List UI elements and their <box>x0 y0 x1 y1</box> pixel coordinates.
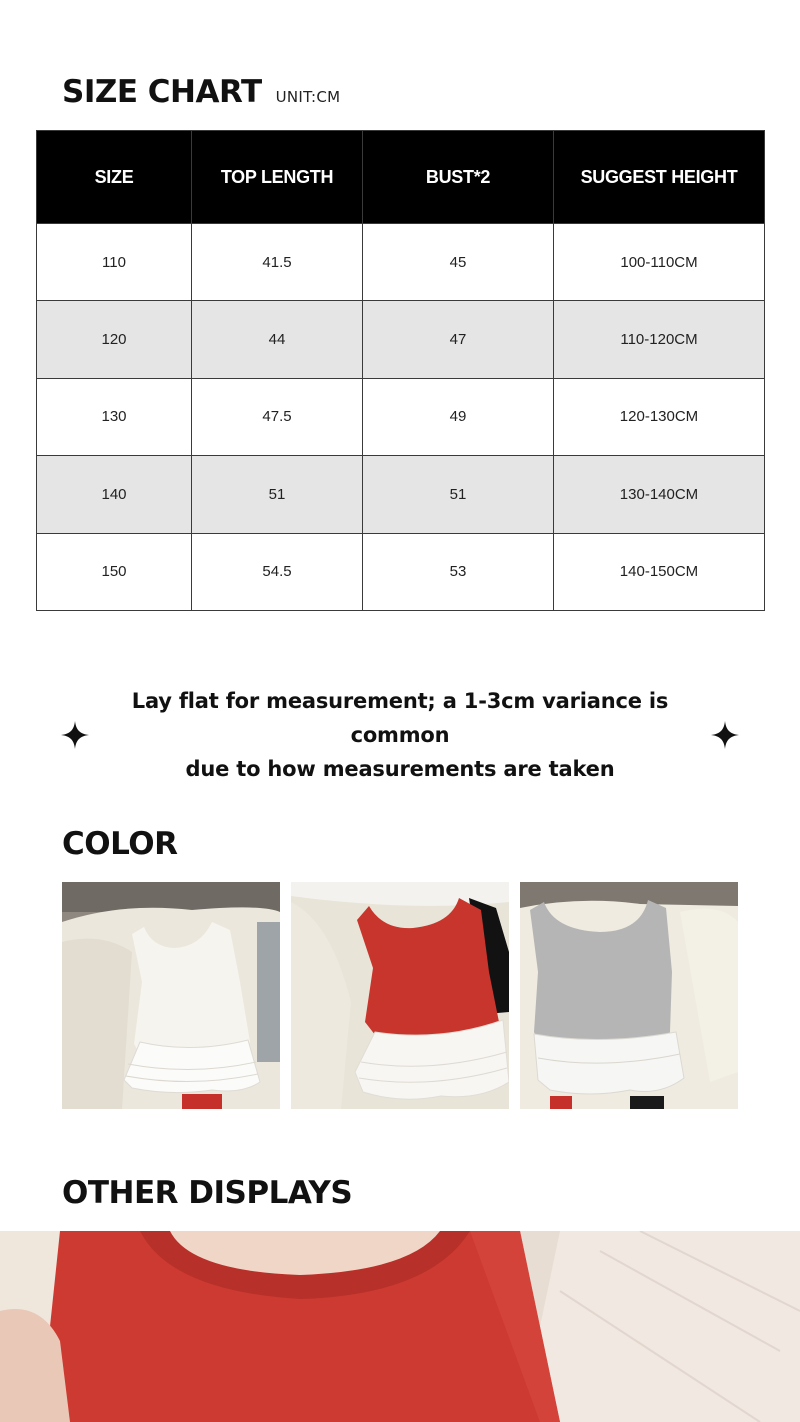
size-table <box>36 130 765 611</box>
color-section-title: COLOR <box>62 826 178 862</box>
swatch-red-photo[interactable] <box>291 882 509 1109</box>
cell-bust: 53 <box>363 533 554 610</box>
swatch-white-photo[interactable] <box>62 882 280 1109</box>
table-header-row <box>37 131 765 224</box>
table-row <box>37 224 765 301</box>
cell-bust: 47 <box>363 301 554 378</box>
four-point-star-icon <box>60 720 90 750</box>
cell-size: 110 <box>37 224 192 301</box>
header-top-length: TOP LENGTH <box>192 131 363 224</box>
cell-top-length: 51 <box>192 456 363 533</box>
note-line-1: Lay flat for measurement; a 1-3cm variance is common <box>131 689 669 747</box>
cell-size: 130 <box>37 378 192 455</box>
table-row <box>37 301 765 378</box>
other-display-photo[interactable] <box>0 1231 800 1422</box>
measurement-note <box>60 684 740 786</box>
size-chart-title: SIZE CHART <box>62 74 262 110</box>
cell-size: 150 <box>37 533 192 610</box>
table-row <box>37 533 765 610</box>
swatch-gray-photo[interactable] <box>520 882 738 1109</box>
header-bust: BUST*2 <box>363 131 554 224</box>
note-text <box>90 684 710 786</box>
table-row <box>37 456 765 533</box>
cell-top-length: 47.5 <box>192 378 363 455</box>
other-displays-title: OTHER DISPLAYS <box>62 1175 353 1211</box>
cell-top-length: 41.5 <box>192 224 363 301</box>
cell-height: 140-150CM <box>554 533 765 610</box>
cell-bust: 51 <box>363 456 554 533</box>
cell-size: 140 <box>37 456 192 533</box>
cell-size: 120 <box>37 301 192 378</box>
table-row <box>37 378 765 455</box>
cell-height: 100-110CM <box>554 224 765 301</box>
header-size: SIZE <box>37 131 192 224</box>
four-point-star-icon <box>710 720 740 750</box>
cell-height: 110-120CM <box>554 301 765 378</box>
cell-bust: 45 <box>363 224 554 301</box>
header-suggest-height: SUGGEST HEIGHT <box>554 131 765 224</box>
cell-height: 130-140CM <box>554 456 765 533</box>
unit-label: UNIT:CM <box>275 88 341 106</box>
color-swatches <box>62 882 738 1109</box>
size-chart-heading <box>62 74 340 110</box>
cell-bust: 49 <box>363 378 554 455</box>
cell-top-length: 54.5 <box>192 533 363 610</box>
cell-top-length: 44 <box>192 301 363 378</box>
cell-height: 120-130CM <box>554 378 765 455</box>
note-line-2: due to how measurements are taken <box>185 757 615 781</box>
